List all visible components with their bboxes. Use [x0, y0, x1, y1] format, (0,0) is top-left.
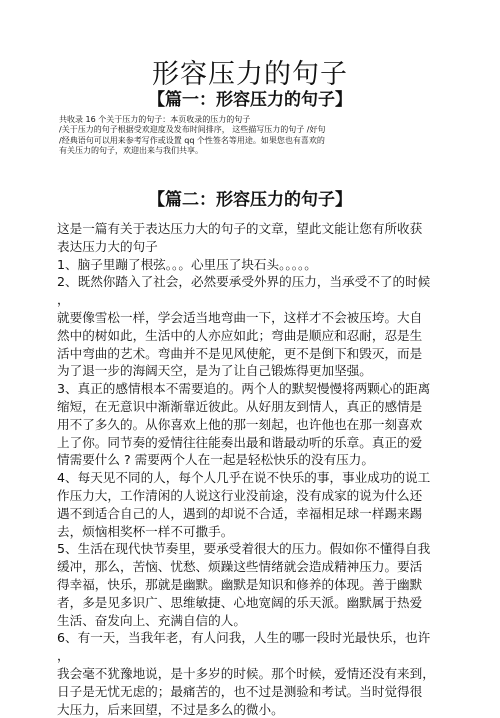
text-line: 1、脑子里蹦了根弦。。。心里压了块石头。。。。。 — [57, 256, 317, 272]
text-line: 我会毫不犹豫地说，是十多岁的时候。那个时候，爱情还没有来到， — [57, 665, 435, 681]
text-line: 3、真正的感情根本不需要追的。两个人的默契慢慢将两颗心的距离 — [57, 381, 431, 397]
text-line: 缓冲，那么，苦恼、忧愁、烦躁这些情绪就会造成精神压力。要活 — [57, 559, 423, 575]
text-line: ， — [57, 648, 70, 664]
text-line: ， — [57, 292, 70, 308]
page-title: 形容压力的句子 — [152, 59, 348, 90]
section-2-body — [57, 220, 453, 718]
text-line: 情需要什么 ? 需要两个人在一起是轻松快乐的没有压力。 — [57, 452, 374, 468]
section-heading-2: 【篇二：形容压力的句子】 — [148, 190, 352, 210]
text-line: /关于压力的句子根据受欢迎度及发布时间排序， 这些描写压力的句子 /好句 — [59, 125, 326, 135]
text-line: 这是一篇有关于表达压力大的句子的文章，望此文能让您有所收获 — [57, 221, 423, 236]
text-line: 者，多是见多识广、思维敏捷、心地宽阔的乐天派。幽默属于热爱 — [57, 594, 423, 610]
text-line: 用不了多久的。从你喜欢上他的那一刻起，也许他也在那一刻喜欢 — [57, 416, 423, 432]
section-heading-1: 【篇一：形容压力的句子】 — [148, 90, 352, 110]
text-line: 2、既然你踏入了社会，必然要承受外界的压力，当承受不了的时候 — [57, 274, 431, 290]
text-line: 作压力大，工作清闲的人说这行业没前途，没有成家的说为什么还 — [57, 487, 423, 503]
text-line: 生活、奋发向上、充满自信的人。 — [57, 612, 246, 628]
section-1-body — [59, 115, 369, 157]
text-line: 上了你。同节奏的爱情往往能奏出最和谐最动听的乐章。真正的爱 — [57, 434, 423, 450]
text-line: 去，烦恼相奖杯一样不可撒手。 — [57, 523, 234, 539]
text-line: 日子是无忧无虑的；最痛苦的，也不过是测验和考试。当时觉得很 — [57, 683, 423, 699]
text-line: 然中的树如此，生活中的人亦应如此；弯曲是顺应和忍耐，忍是生 — [57, 327, 423, 343]
text-line: /经典语句可以用来参考写作或设置 qq 个性签名等用途。如果您也有喜欢的 — [59, 135, 325, 145]
text-line: 有关压力的句子，欢迎出来与我们共享。 — [59, 146, 203, 156]
text-line: 4、每天见不同的人，每个人几乎在说不快乐的事，事业成功的说工 — [57, 470, 431, 486]
text-line: 得幸福，快乐，那就是幽默。幽默是知识和修养的体现。善于幽默 — [57, 576, 423, 592]
text-line: 6、有一天，当我年老，有人问我，人生的哪一段时光最快乐，也许 — [57, 630, 431, 646]
text-line: 5、生活在现代快节奏里，要承受着很大的压力。假如你不懂得自我 — [57, 541, 431, 557]
text-line: 大压力，后来回望，不过是多么的微小。 — [57, 701, 284, 717]
text-line: 就要像雪松一样，学会适当地弯曲一下，这样才不会被压垮。大自 — [57, 309, 423, 325]
text-line: 共收录 16 个关于压力的句子：本页收录的压力的句子 — [59, 115, 251, 124]
text-line: 缩短，在无意识中渐渐靠近彼此。从好朋友到情人，真正的感情是 — [57, 398, 423, 414]
text-line: 遇不到适合自己的人，遇到的却说不合适，幸福相足球一样踢来踢 — [57, 505, 423, 521]
text-line: 为了退一步的海阔天空，是为了让自己锻炼得更加坚强。 — [57, 363, 372, 379]
text-line: 表达压力大的句子 — [57, 238, 158, 254]
text-line: 活中弯曲的艺术。弯曲并不是见风使舵，更不是倒下和毁灭，而是 — [57, 345, 423, 361]
